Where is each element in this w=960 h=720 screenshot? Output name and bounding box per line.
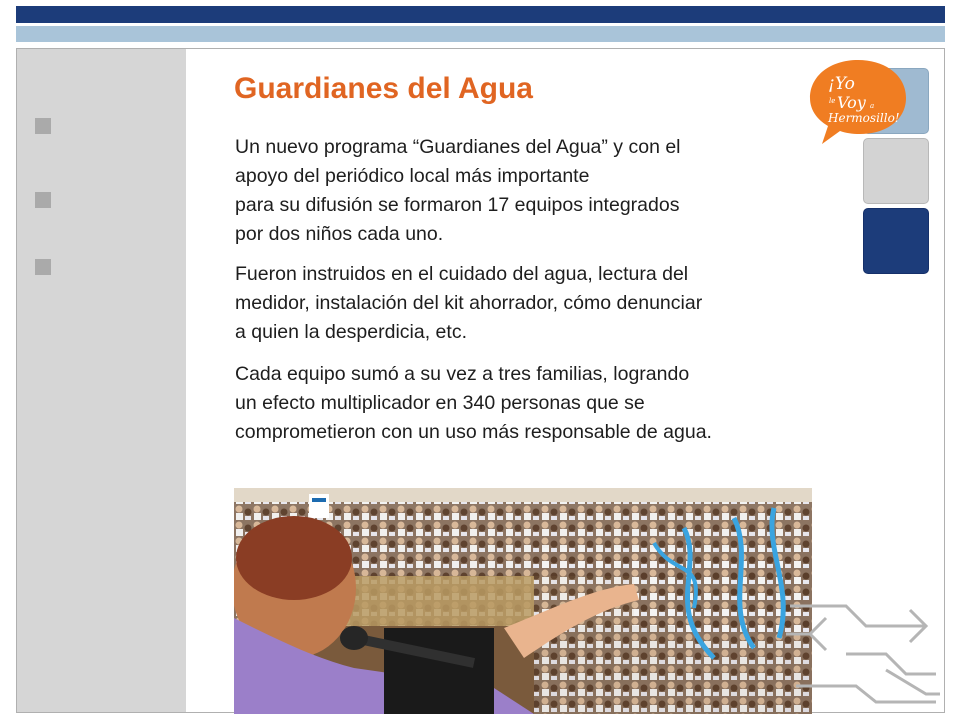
paragraph-2-line-3: a quien la desperdicia, etc. xyxy=(235,321,467,343)
deco-square-navy xyxy=(863,208,929,274)
header-bar-navy xyxy=(16,6,945,23)
bullet-square-2 xyxy=(35,192,51,208)
logo-text-voy: Voy xyxy=(837,93,866,112)
slide-title: Guardianes del Agua xyxy=(234,72,533,105)
paragraph-1 xyxy=(235,133,681,249)
paragraph-2-line-1: Fueron instruidos en el cuidado del agua, lectura del xyxy=(235,263,689,285)
left-panel xyxy=(17,49,186,712)
header-bar-light-blue xyxy=(16,26,945,42)
logo-text-yo: ¡Yo xyxy=(828,74,855,94)
logo-text-hermosillo: Hermosillo! xyxy=(828,111,900,125)
logo-text-a: a xyxy=(870,102,875,110)
paragraph-2 xyxy=(235,260,702,347)
paragraph-3-line-3: comprometieron con un uso más responsable de agua. xyxy=(235,421,712,443)
photo-children-event-icon xyxy=(234,488,812,714)
paragraph-1-line-2: apoyo del periódico local más importante xyxy=(235,165,590,187)
logo-text-le: le xyxy=(829,97,836,105)
yo-le-voy-a-hermosillo-logo xyxy=(806,56,910,148)
decorative-arrows-icon xyxy=(786,590,940,710)
paragraph-1-line-3: para su difusión se formaron 17 equipos integrados xyxy=(235,194,680,216)
event-photo xyxy=(234,488,812,714)
bullet-square-3 xyxy=(35,259,51,275)
paragraph-2-line-2: medidor, instalación del kit ahorrador, cómo denunciar xyxy=(235,292,703,314)
paragraph-1-line-4: por dos niños cada uno. xyxy=(235,223,444,245)
paragraph-3-line-2: un efecto multiplicador en 340 personas que se xyxy=(235,392,645,414)
paragraph-3-line-1: Cada equipo sumó a su vez a tres familias, logrando xyxy=(235,363,690,385)
bullet-square-1 xyxy=(35,118,51,134)
paragraph-1-line-1: Un nuevo programa “Guardianes del Agua” y con el xyxy=(235,136,681,158)
paragraph-3 xyxy=(235,360,712,447)
